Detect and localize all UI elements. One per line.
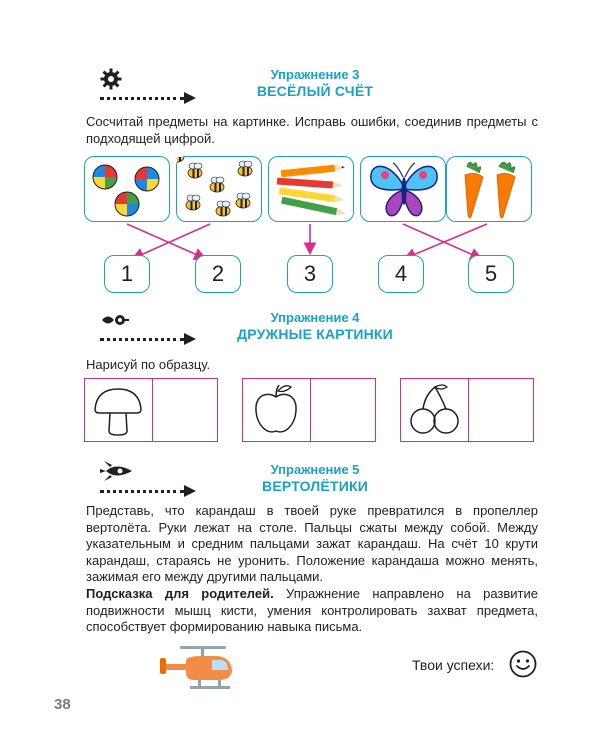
- helicopter-icon: [160, 640, 250, 696]
- drawing-pair-cherries: [400, 378, 534, 442]
- drawing-pair-apple: [242, 378, 376, 442]
- sample-cell: [85, 379, 152, 441]
- spinning-top-icon: [100, 312, 130, 328]
- exercise3-instruction: Сосчитай предметы на картинке. Исправь ошибки, соединив предметы с подходящей цифрой.: [86, 114, 538, 146]
- parent-hint: [86, 586, 538, 636]
- success-label: Твои успехи:: [412, 657, 495, 673]
- sample-cell: [401, 379, 468, 441]
- hint-label: Подсказка для родителей.: [86, 586, 274, 601]
- exercise5-arrow: [100, 484, 196, 498]
- drawing-cell[interactable]: [152, 379, 217, 441]
- exercise5-heading: [200, 461, 430, 495]
- exercise4-title: ДРУЖНЫЕ КАРТИНКИ: [237, 326, 393, 342]
- exercise4-arrow: [100, 332, 196, 346]
- hint-text: Упражнение направлено на развитие подвижности мышц кисти, умения контролировать захват предмета, способствует формированию навыка письма.: [86, 586, 539, 634]
- exercise3-number: Упражнение 3: [270, 67, 360, 82]
- page-number: 38: [54, 696, 71, 713]
- cherries-icon: [401, 379, 467, 440]
- drawing-cell[interactable]: [468, 379, 533, 441]
- number-box-4[interactable]: 4: [378, 255, 424, 293]
- apple-icon: [243, 379, 309, 440]
- number-box-1[interactable]: 1: [104, 255, 150, 293]
- number-box-2[interactable]: 2: [195, 255, 241, 293]
- smiley-icon[interactable]: [509, 650, 537, 678]
- drawing-pair-mushroom: [84, 378, 218, 442]
- number-box-5[interactable]: 5: [468, 255, 514, 293]
- exercise4-number: Упражнение 4: [270, 310, 360, 325]
- exercise4-heading: [200, 309, 430, 343]
- sample-cell: [243, 379, 310, 441]
- drawing-cell[interactable]: [310, 379, 375, 441]
- mushroom-icon: [85, 379, 151, 440]
- exercise5-title: ВЕРТОЛЁТИКИ: [262, 478, 368, 494]
- exercise4-instruction: Нарисуй по образцу.: [86, 357, 211, 372]
- number-box-3[interactable]: 3: [287, 255, 333, 293]
- exercise5-text: Представь, что карандаш в твоей руке превратился в пропеллер вертолёта. Руки лежат на столе. Пальцы сжаты между собой. Между указательным и средним пальцами зажат карандаш. На счёт 10 крути карандаш, стараясь не уронить. Положение карандаша можно менять, зажимая его между другими пальцами.: [86, 503, 538, 584]
- exercise5-number: Упражнение 5: [270, 462, 360, 477]
- rocket-icon: [100, 460, 134, 482]
- exercise3-title: ВЕСЁЛЫЙ СЧЁТ: [256, 83, 374, 99]
